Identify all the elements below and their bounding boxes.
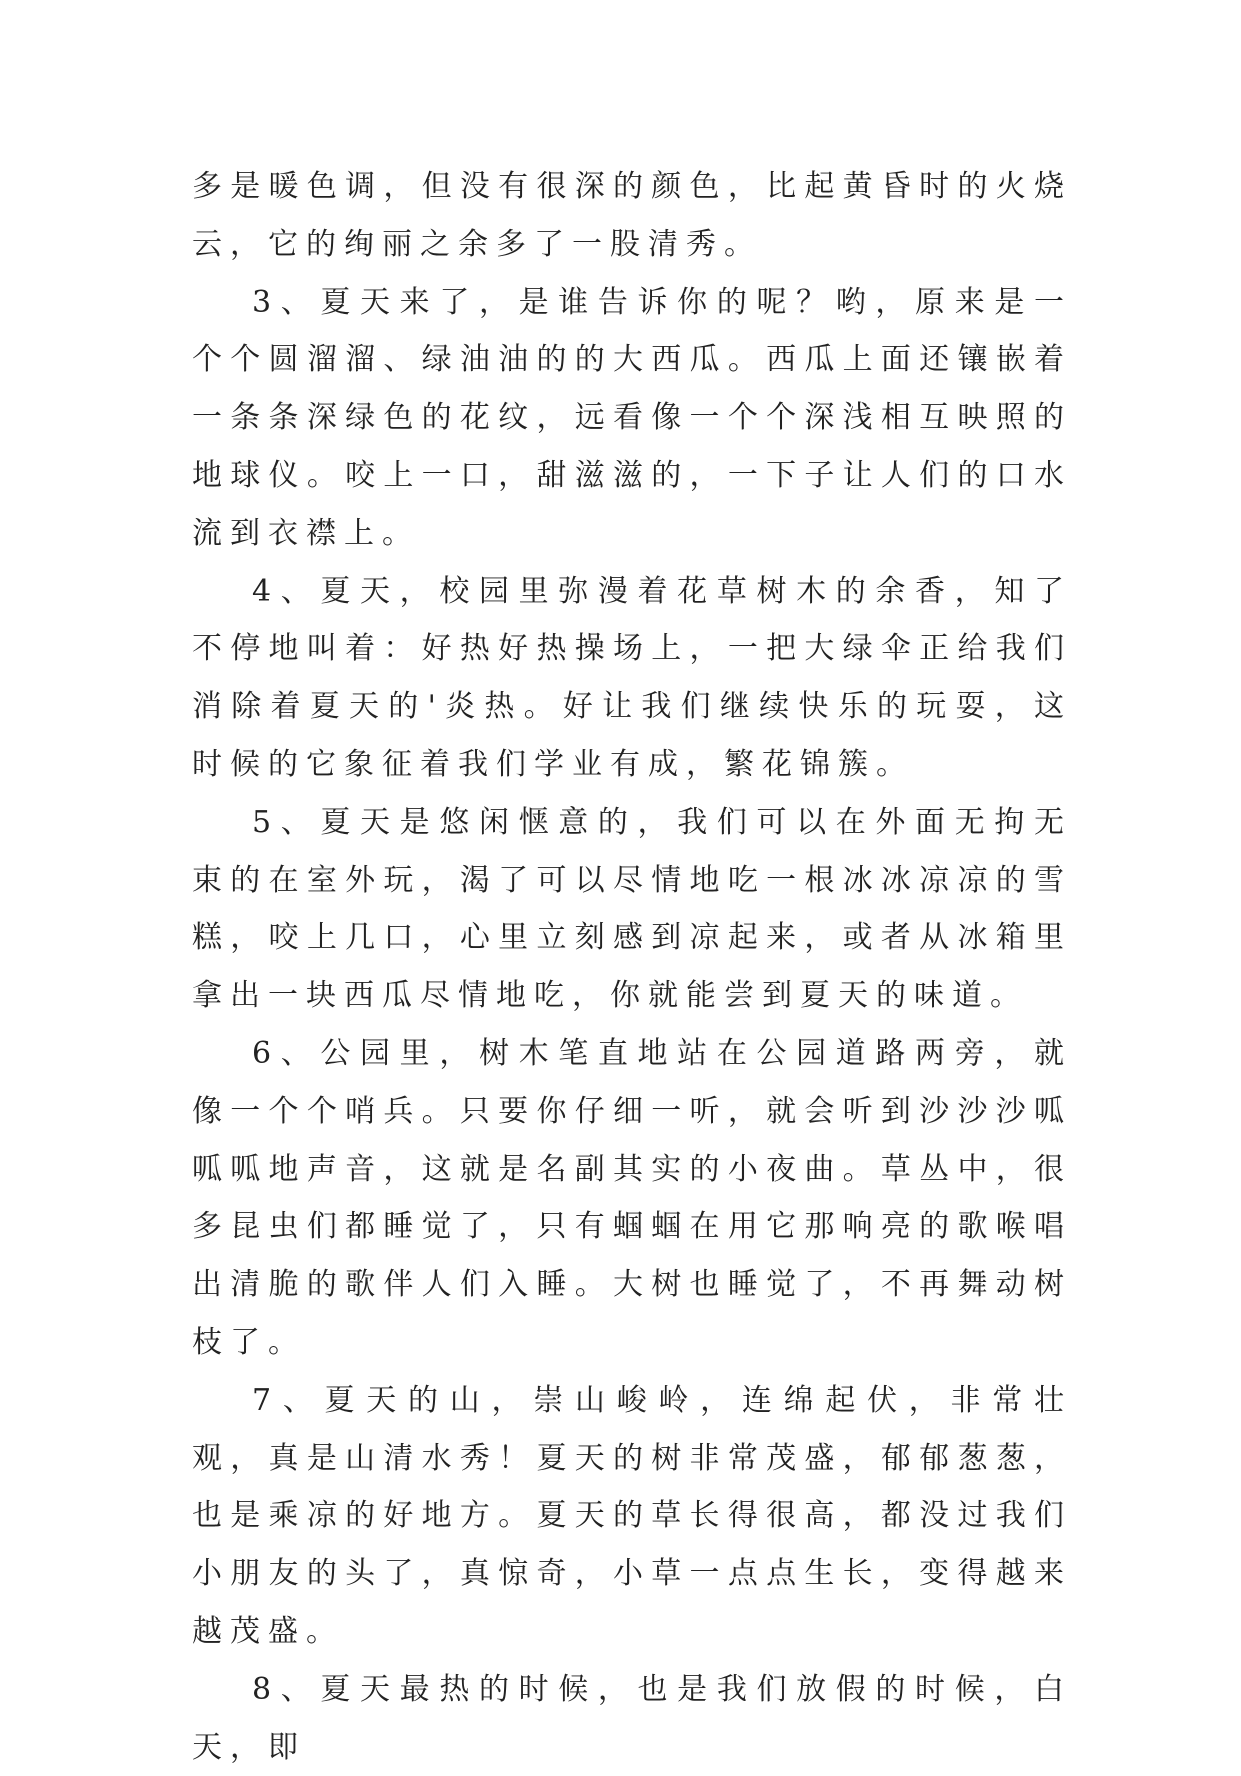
paragraph-8: 8、夏天最热的时候，也是我们放假的时候，白天，即 xyxy=(192,1671,1072,1765)
paragraph-4: 4、夏天，校园里弥漫着花草树木的余香，知了不停地叫着：好热好热操场上，一把大绿伞正给我们消除着夏天的'炎热。好让我们继续快乐的玩耍，这时候的它象征着我们学业有成，繁花锦簇。 xyxy=(192,573,1072,782)
paragraph-continuation: 多是暖色调，但没有很深的颜色，比起黄昏时的火烧云，它的绚丽之余多了一股清秀。 xyxy=(192,169,1072,262)
paragraph-6: 6、公园里，树木笔直地站在公园道路两旁，就像一个个哨兵。只要你仔细一听，就会听到沙沙沙呱呱呱地声音，这就是名副其实的小夜曲。草丛中，很多昆虫们都睡觉了，只有蝈蝈在用它那响亮的歌喉唱出清脆的歌伴人们入睡。大树也睡觉了，不再舞动树枝了。 xyxy=(192,1035,1072,1360)
paragraph-7: 7、夏天的山，崇山峻岭，连绵起伏，非常壮观，真是山清水秀！夏天的树非常茂盛，郁郁葱葱，也是乘凉的好地方。夏天的草长得很高，都没过我们小朋友的头了，真惊奇，小草一点点生长，变得越来越茂盛。 xyxy=(192,1382,1072,1649)
paragraph-3: 3、夏天来了，是谁告诉你的呢？哟，原来是一个个圆溜溜、绿油油的的大西瓜。西瓜上面还镶嵌着一条条深绿色的花纹，远看像一个个深浅相互映照的地球仪。咬上一口，甜滋滋的，一下子让人们的口水流到衣襟上。 xyxy=(192,284,1072,551)
paragraph-5: 5、夏天是悠闲惬意的，我们可以在外面无拘无束的在室外玩，渴了可以尽情地吃一根冰冰凉凉的雪糕，咬上几口，心里立刻感到凉起来，或者从冰箱里拿出一块西瓜尽情地吃，你就能尝到夏天的味道。 xyxy=(192,804,1072,1014)
document-body xyxy=(192,158,1072,1776)
